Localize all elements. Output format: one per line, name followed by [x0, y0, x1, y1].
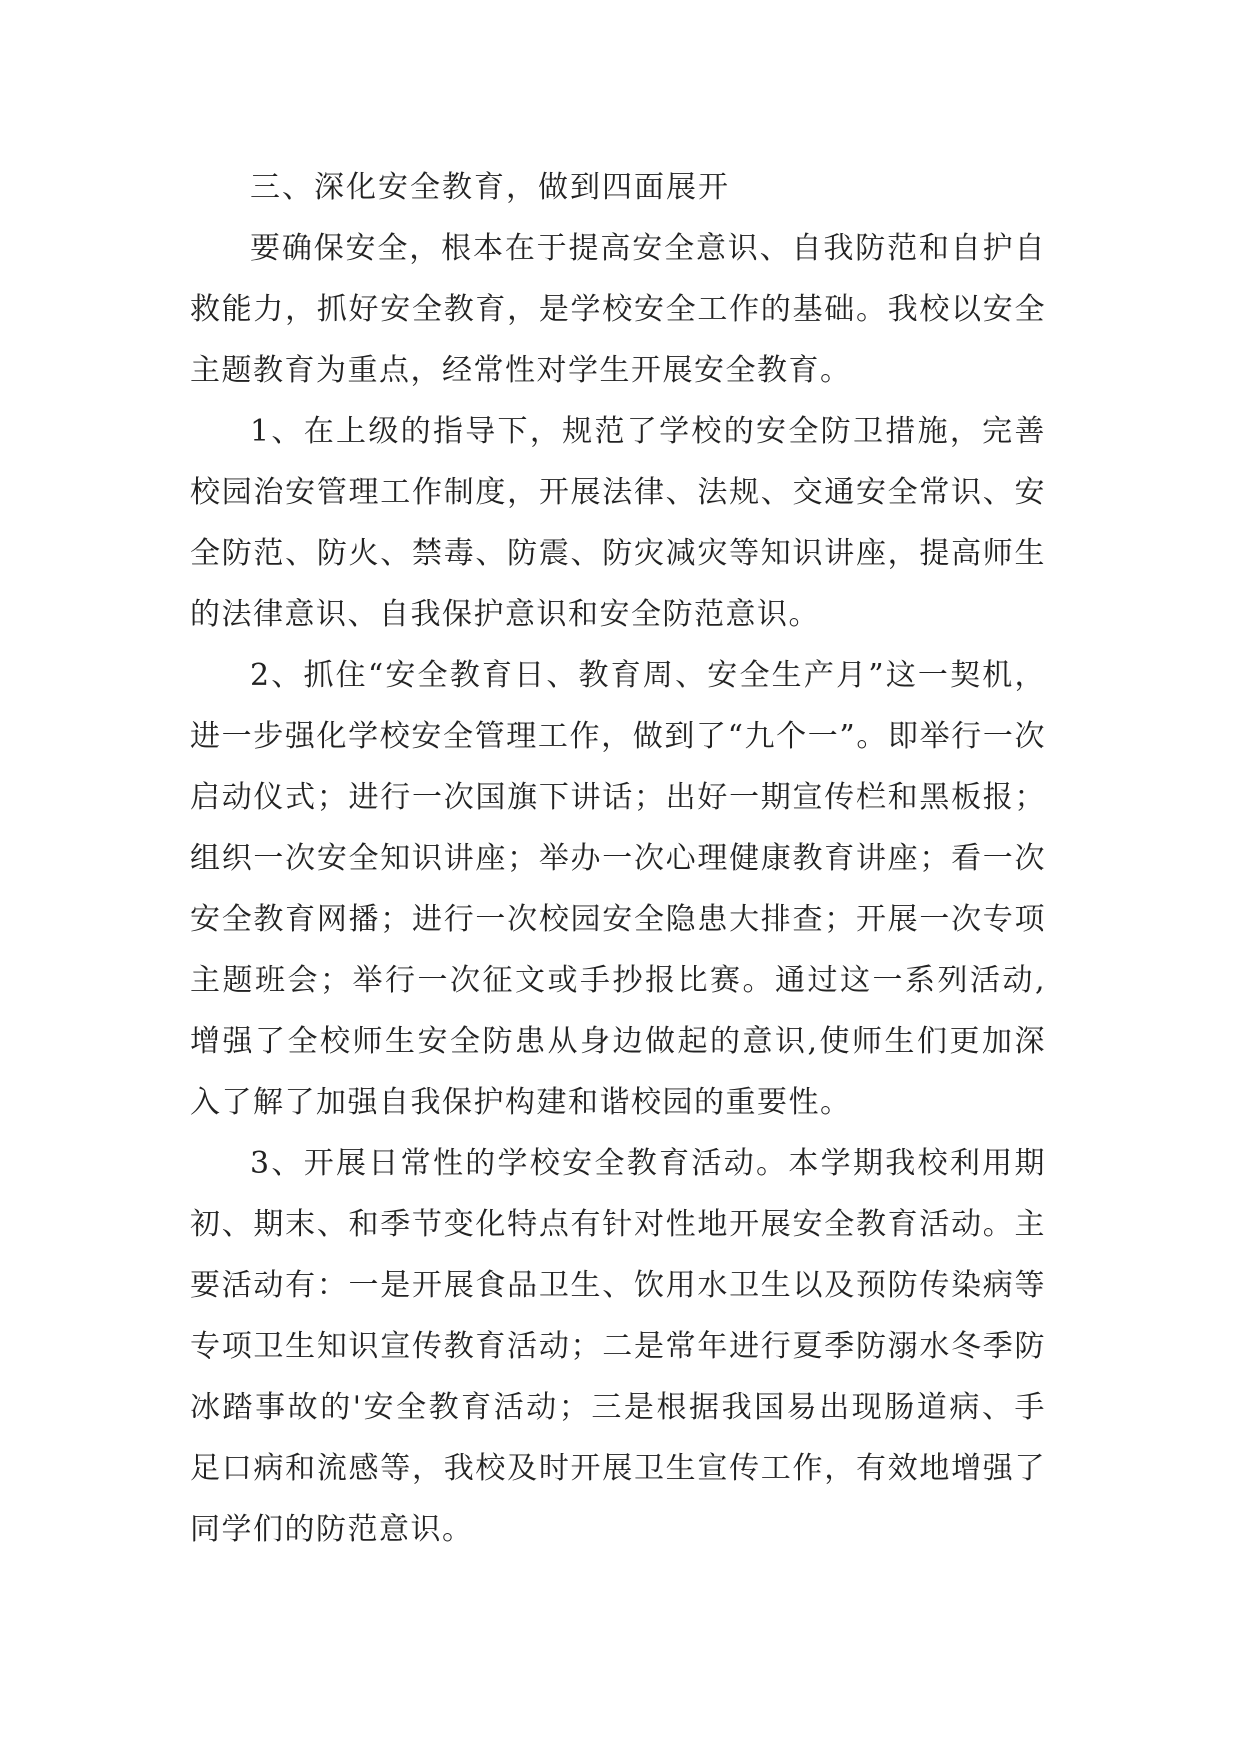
- document-body: [190, 157, 1046, 1560]
- section-heading: 三、深化安全教育，做到四面展开: [250, 170, 730, 205]
- paragraph-item-1: 1、在上级的指导下，规范了学校的安全防卫措施，完善校园治安管理工作制度，开展法律、法规、交通安全常识、安全防范、防火、禁毒、防震、防灾减灾等知识讲座，提高师生的法律意识、自我保护意识和安全防范意识。: [190, 414, 1046, 632]
- paragraph-intro: 要确保安全，根本在于提高安全意识、自我防范和自护自救能力，抓好安全教育，是学校安全工作的基础。我校以安全主题教育为重点，经常性对学生开展安全教育。: [190, 231, 1046, 388]
- paragraph-item-3: 3、开展日常性的学校安全教育活动。本学期我校利用期初、期末、和季节变化特点有针对性地开展安全教育活动。主要活动有：一是开展食品卫生、饮用水卫生以及预防传染病等专项卫生知识宣传教育活动；二是常年进行夏季防溺水冬季防冰踏事故的'安全教育活动；三是根据我国易出现肠道病、手足口病和流感等，我校及时开展卫生宣传工作，有效地增强了同学们的防范意识。: [190, 1146, 1046, 1547]
- paragraph-item-2: 2、抓住“安全教育日、教育周、安全生产月”这一契机，进一步强化学校安全管理工作，做到了“九个一”。即举行一次启动仪式；进行一次国旗下讲话；出好一期宣传栏和黑板报；组织一次安全知识讲座；举办一次心理健康教育讲座；看一次安全教育网播；进行一次校园安全隐患大排查；开展一次专项主题班会；举行一次征文或手抄报比赛。通过这一系列活动,增强了全校师生安全防患从身边做起的意识,使师生们更加深入了解了加强自我保护构建和谐校园的重要性。: [190, 658, 1046, 1120]
